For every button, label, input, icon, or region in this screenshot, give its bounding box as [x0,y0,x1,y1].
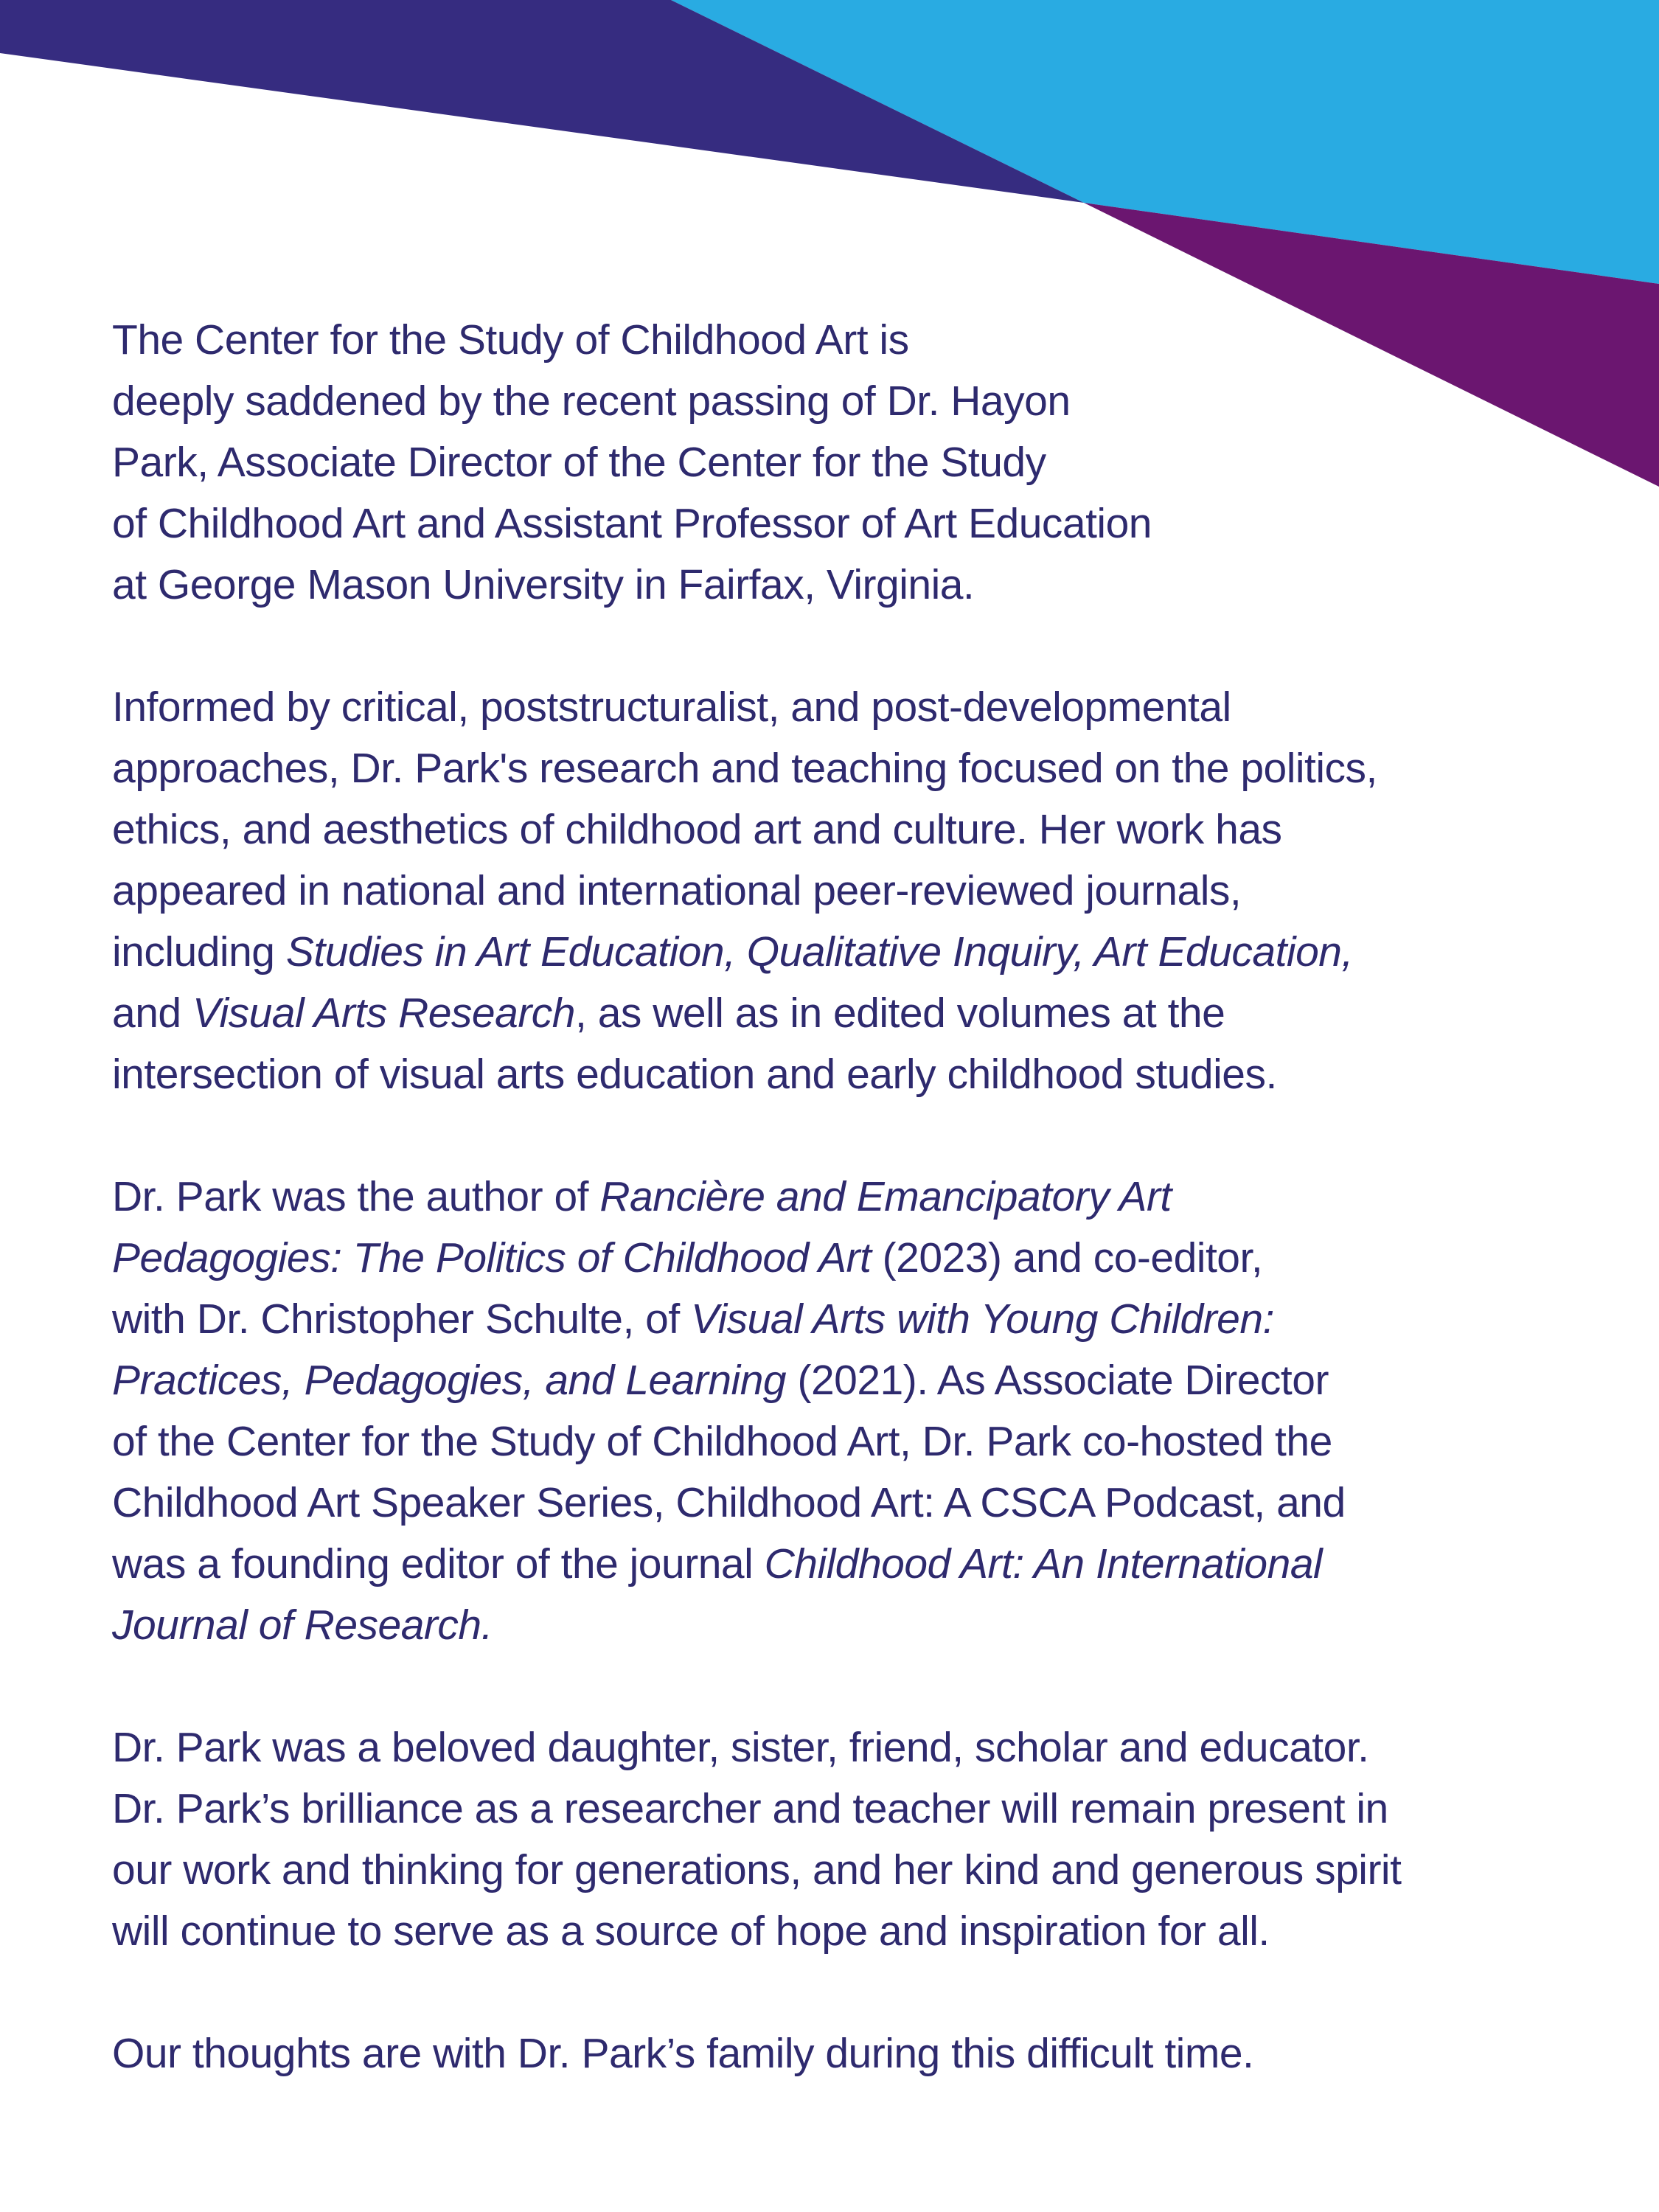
text-line [112,860,1587,922]
body-text: Dr. Park’s brilliance as a researcher and teacher will remain present in [112,1785,1388,1832]
italic-title-text: Studies in Art Education, Qualitative Inquiry, Art Education, [285,928,1353,975]
text-line [112,1411,1587,1472]
text-line [112,310,1587,371]
body-text: our work and thinking for generations, and her kind and generous spirit [112,1846,1402,1893]
text-line [112,1595,1587,1656]
text-line [112,493,1587,554]
text-line [112,677,1587,738]
italic-title-text: Rancière and Emancipatory Art [599,1173,1172,1220]
text-line [112,1228,1587,1289]
body-text: ethics, and aesthetics of childhood art and culture. Her work has [112,806,1282,853]
text-line [112,1166,1587,1228]
text-line [112,2023,1587,2084]
memorial-statement [112,310,1587,2146]
body-text: will continue to serve as a source of hope and inspiration for all. [112,1907,1270,1955]
text-line [112,1534,1587,1595]
text-line [112,1901,1587,1962]
body-text: intersection of visual arts education and early childhood studies. [112,1051,1277,1098]
body-text: with Dr. Christopher Schulte, of [112,1295,692,1343]
body-text: Dr. Park was the author of [112,1173,600,1220]
body-text: including [112,928,286,975]
body-text: at George Mason University in Fairfax, Virginia. [112,561,975,608]
body-text: Informed by critical, poststructuralist, and post-developmental [112,684,1231,731]
italic-title-text: Practices, Pedagogies, and Learning [112,1357,787,1404]
body-text: deeply saddened by the recent passing of Dr. Hayon [112,378,1071,425]
paragraph [112,2023,1587,2084]
body-text: and [112,990,192,1037]
paragraph [112,1717,1587,1962]
text-line [112,1717,1587,1778]
text-line [112,1350,1587,1411]
body-text: was a founding editor of the journal [112,1540,765,1587]
body-text: approaches, Dr. Park's research and teaching focused on the politics, [112,745,1377,792]
body-text: Our thoughts are with Dr. Park’s family during this difficult time. [112,2030,1254,2077]
text-line [112,1778,1587,1840]
paragraph [112,1166,1587,1656]
body-text: Childhood Art Speaker Series, Childhood Art: A CSCA Podcast, and [112,1479,1346,1526]
italic-title-text: Visual Arts Research [192,990,576,1037]
italic-title-text: Journal of Research. [112,1601,493,1649]
italic-title-text: Pedagogies: The Politics of Childhood Art [112,1234,872,1281]
body-text: Dr. Park was a beloved daughter, sister, friend, scholar and educator. [112,1724,1369,1771]
body-text: , as well as in edited volumes at the [575,990,1225,1037]
text-line [112,1044,1587,1105]
text-line [112,432,1587,493]
body-text: of Childhood Art and Assistant Professor of Art Education [112,500,1152,547]
text-line [112,1840,1587,1901]
text-line [112,1472,1587,1534]
body-text: (2021). As Associate Director [786,1357,1329,1404]
text-line [112,554,1587,616]
text-line [112,371,1587,432]
text-line [112,1289,1587,1350]
paragraph [112,677,1587,1105]
body-text: The Center for the Study of Childhood Art is [112,316,909,364]
text-line [112,799,1587,860]
text-line [112,738,1587,799]
body-text: of the Center for the Study of Childhood Art, Dr. Park co-hosted the [112,1418,1332,1465]
italic-title-text: Visual Arts with Young Children: [691,1295,1274,1343]
body-text: appeared in national and international peer-reviewed journals, [112,867,1242,914]
paragraph [112,310,1587,616]
italic-title-text: Childhood Art: An International [764,1540,1323,1587]
body-text: Park, Associate Director of the Center for the Study [112,439,1046,486]
text-line [112,983,1587,1044]
body-text: (2023) and co-editor, [871,1234,1263,1281]
text-line [112,922,1587,983]
